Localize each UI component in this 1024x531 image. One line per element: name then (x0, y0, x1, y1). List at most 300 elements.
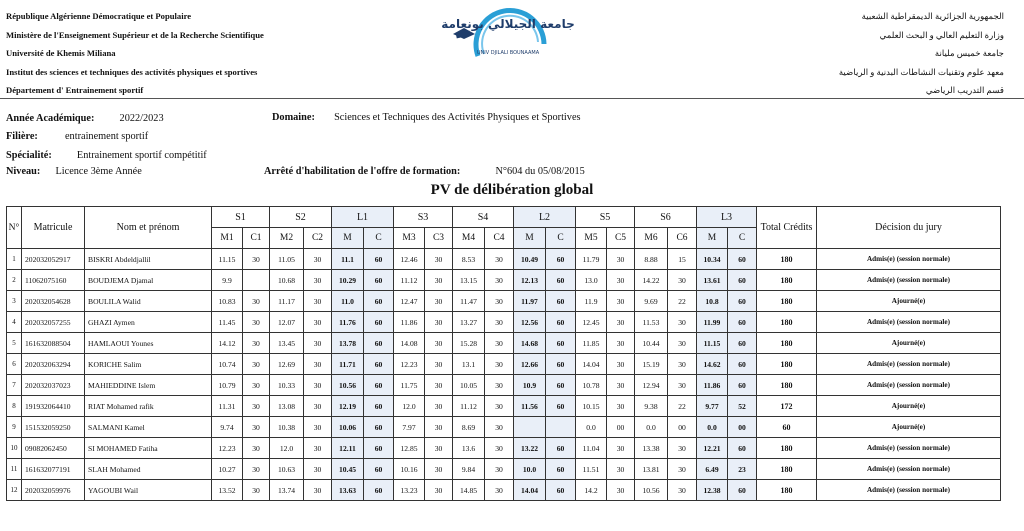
row-number: 3 (7, 291, 22, 312)
col-header-s1: S1 (212, 207, 270, 228)
row-grade-cell: 60 (364, 291, 394, 312)
row-grade-cell: 13.38 (635, 438, 668, 459)
row-grade-cell: 30 (304, 417, 332, 438)
row-decision: Admis(e) (session normale) (817, 459, 1001, 480)
row-grade-cell: 13.1 (453, 354, 485, 375)
row-grade-cell: 13.61 (697, 270, 728, 291)
row-grade-cell: 30 (425, 333, 453, 354)
annee-row (6, 113, 164, 124)
col-header-l2: L2 (514, 207, 576, 228)
row-grade-cell: 12.56 (514, 312, 546, 333)
specialite-row (6, 150, 207, 161)
arrete-value: N°604 du 05/08/2015 (495, 166, 585, 177)
row-grade-cell: 00 (607, 417, 635, 438)
row-grade-cell: 60 (546, 270, 576, 291)
row-grade-cell: 60 (364, 312, 394, 333)
row-grade-cell: 30 (668, 354, 697, 375)
row-grade-cell: 11.47 (453, 291, 485, 312)
row-total-credits: 60 (757, 417, 817, 438)
table-row (7, 291, 1001, 312)
row-grade-cell: 11.15 (212, 249, 243, 270)
row-grade-cell: 30 (485, 312, 514, 333)
row-total-credits: 180 (757, 354, 817, 375)
row-grade-cell: 60 (546, 312, 576, 333)
row-grade-cell: 11.97 (514, 291, 546, 312)
row-grade-cell: 12.21 (697, 438, 728, 459)
row-grade-cell: 30 (425, 459, 453, 480)
row-grade-cell: 60 (364, 249, 394, 270)
row-grade-cell: 11.12 (394, 270, 425, 291)
row-grade-cell: 8.53 (453, 249, 485, 270)
row-grade-cell: 0.0 (635, 417, 668, 438)
row-grade-cell: 30 (485, 480, 514, 501)
row-matricule: 161632077191 (22, 459, 85, 480)
row-grade-cell: 13.08 (270, 396, 304, 417)
row-grade-cell: 6.49 (697, 459, 728, 480)
row-grade-cell: 30 (607, 249, 635, 270)
header-right (839, 12, 1004, 105)
row-decision: Ajourné(e) (817, 333, 1001, 354)
row-grade-cell: 12.94 (635, 375, 668, 396)
col-subheader: M (514, 228, 546, 249)
row-number: 11 (7, 459, 22, 480)
row-decision: Ajourné(e) (817, 396, 1001, 417)
row-grade-cell: 30 (425, 417, 453, 438)
specialite-value: Entrainement sportif compétitif (76, 150, 207, 161)
col-header-nom: Nom et prénom (85, 207, 212, 249)
row-grade-cell: 11.12 (453, 396, 485, 417)
row-grade-cell: 0.0 (576, 417, 607, 438)
row-number: 12 (7, 480, 22, 501)
row-nom: SALMANI Kamel (85, 417, 212, 438)
row-grade-cell: 12.46 (394, 249, 425, 270)
row-matricule: 202032059976 (22, 480, 85, 501)
row-grade-cell: 30 (243, 417, 270, 438)
row-grade-cell: 13.6 (453, 438, 485, 459)
row-grade-cell: 60 (728, 291, 757, 312)
filiere-row (6, 131, 148, 142)
col-subheader: C3 (425, 228, 453, 249)
row-grade-cell: 30 (425, 396, 453, 417)
row-grade-cell: 10.56 (332, 375, 364, 396)
university-logo-graphic (441, 6, 575, 68)
row-grade-cell: 11.86 (394, 312, 425, 333)
col-subheader: C6 (668, 228, 697, 249)
row-grade-cell: 12.23 (212, 438, 243, 459)
logo-text-ar: جامعة الجيلالي بونعامة (441, 17, 575, 31)
row-grade-cell: 60 (546, 249, 576, 270)
row-grade-cell: 10.0 (514, 459, 546, 480)
row-grade-cell: 30 (304, 375, 332, 396)
row-grade-cell: 15.28 (453, 333, 485, 354)
table-row (7, 312, 1001, 333)
row-grade-cell: 10.05 (453, 375, 485, 396)
row-nom: KORICHE Salim (85, 354, 212, 375)
row-grade-cell: 14.12 (212, 333, 243, 354)
col-subheader: C (546, 228, 576, 249)
col-header-s2: S2 (270, 207, 332, 228)
row-grade-cell: 10.34 (697, 249, 728, 270)
row-grade-cell: 60 (546, 375, 576, 396)
row-number: 4 (7, 312, 22, 333)
row-grade-cell: 9.38 (635, 396, 668, 417)
row-grade-cell: 60 (728, 480, 757, 501)
col-subheader: M3 (394, 228, 425, 249)
row-matricule: 09082062450 (22, 438, 85, 459)
row-grade-cell: 0.0 (697, 417, 728, 438)
col-header-s6: S6 (635, 207, 697, 228)
row-grade-cell: 30 (485, 249, 514, 270)
table-header-row (7, 207, 1001, 228)
domaine-row (272, 112, 581, 123)
row-grade-cell: 13.78 (332, 333, 364, 354)
row-grade-cell: 30 (243, 396, 270, 417)
row-grade-cell: 8.88 (635, 249, 668, 270)
row-grade-cell: 60 (728, 354, 757, 375)
row-nom: MAHIEDDINE Islem (85, 375, 212, 396)
row-nom: BISKRI Abdeldjallil (85, 249, 212, 270)
row-grade-cell: 9.74 (212, 417, 243, 438)
row-grade-cell: 11.17 (270, 291, 304, 312)
row-grade-cell: 30 (304, 396, 332, 417)
row-grade-cell: 11.86 (697, 375, 728, 396)
header-right-line: قسم التدريب الرياضي (925, 85, 1004, 95)
row-grade-cell: 11.9 (576, 291, 607, 312)
row-grade-cell: 30 (425, 312, 453, 333)
row-grade-cell (546, 417, 576, 438)
niveau-row (6, 166, 142, 177)
row-decision: Admis(e) (session normale) (817, 375, 1001, 396)
table-row (7, 396, 1001, 417)
row-grade-cell: 13.74 (270, 480, 304, 501)
row-grade-cell: 12.11 (332, 438, 364, 459)
row-grade-cell: 12.47 (394, 291, 425, 312)
row-total-credits: 180 (757, 480, 817, 501)
row-total-credits: 180 (757, 438, 817, 459)
row-grade-cell: 30 (485, 417, 514, 438)
row-grade-cell: 12.69 (270, 354, 304, 375)
row-grade-cell: 30 (425, 438, 453, 459)
row-grade-cell: 60 (546, 396, 576, 417)
row-number: 1 (7, 249, 22, 270)
row-grade-cell: 14.68 (514, 333, 546, 354)
table-row (7, 459, 1001, 480)
row-grade-cell: 30 (304, 291, 332, 312)
row-decision: Ajourné(e) (817, 417, 1001, 438)
row-grade-cell: 30 (304, 270, 332, 291)
row-grade-cell: 11.45 (212, 312, 243, 333)
row-grade-cell: 30 (607, 396, 635, 417)
row-grade-cell: 13.81 (635, 459, 668, 480)
row-grade-cell: 60 (364, 375, 394, 396)
header-right-line: جامعة خميس مليانة (934, 48, 1004, 58)
row-grade-cell: 30 (668, 312, 697, 333)
row-decision: Admis(e) (session normale) (817, 438, 1001, 459)
col-header-l3: L3 (697, 207, 757, 228)
row-number: 7 (7, 375, 22, 396)
row-grade-cell: 10.27 (212, 459, 243, 480)
row-matricule: 151532059250 (22, 417, 85, 438)
row-grade-cell: 14.22 (635, 270, 668, 291)
row-grade-cell: 12.85 (394, 438, 425, 459)
arrete-row (264, 166, 585, 177)
filiere-label: Filière: (6, 131, 38, 142)
row-grade-cell: 10.15 (576, 396, 607, 417)
row-grade-cell: 30 (425, 270, 453, 291)
row-grade-cell: 60 (546, 480, 576, 501)
table-row (7, 375, 1001, 396)
arrete-label: Arrêté d'habilitation de l'offre de formation: (264, 166, 461, 177)
row-grade-cell: 60 (364, 417, 394, 438)
row-grade-cell: 12.38 (697, 480, 728, 501)
row-grade-cell: 9.84 (453, 459, 485, 480)
row-number: 6 (7, 354, 22, 375)
row-grade-cell: 11.31 (212, 396, 243, 417)
row-grade-cell: 30 (607, 312, 635, 333)
table-row (7, 438, 1001, 459)
row-grade-cell: 30 (304, 459, 332, 480)
row-grade-cell: 11.71 (332, 354, 364, 375)
col-subheader: M6 (635, 228, 668, 249)
row-nom: SI MOHAMED Fatiha (85, 438, 212, 459)
specialite-label: Spécialité: (6, 150, 52, 161)
row-grade-cell: 10.56 (635, 480, 668, 501)
header-left-line: Université de Khemis Miliana (6, 48, 116, 58)
row-grade-cell: 30 (607, 459, 635, 480)
row-grade-cell: 30 (607, 375, 635, 396)
row-grade-cell: 11.04 (576, 438, 607, 459)
row-grade-cell: 10.06 (332, 417, 364, 438)
row-grade-cell: 30 (668, 438, 697, 459)
row-grade-cell: 12.13 (514, 270, 546, 291)
row-grade-cell: 30 (607, 480, 635, 501)
col-header-s4: S4 (453, 207, 514, 228)
row-nom: SLAH Mohamed (85, 459, 212, 480)
row-grade-cell: 60 (364, 480, 394, 501)
row-nom: YAGOUBI Wail (85, 480, 212, 501)
row-grade-cell: 60 (364, 438, 394, 459)
row-grade-cell: 30 (243, 438, 270, 459)
header-left (6, 12, 264, 105)
row-decision: Admis(e) (session normale) (817, 312, 1001, 333)
col-subheader: M2 (270, 228, 304, 249)
table-row (7, 354, 1001, 375)
row-grade-cell (243, 270, 270, 291)
row-grade-cell: 60 (546, 291, 576, 312)
col-subheader: C1 (243, 228, 270, 249)
row-total-credits: 180 (757, 375, 817, 396)
header-divider (0, 98, 1024, 99)
domaine-label: Domaine: (272, 112, 315, 123)
row-grade-cell: 60 (364, 459, 394, 480)
row-grade-cell: 30 (425, 354, 453, 375)
header-left-line: Département d' Entrainement sportif (6, 85, 144, 95)
row-grade-cell: 60 (364, 354, 394, 375)
row-grade-cell: 11.15 (697, 333, 728, 354)
row-grade-cell: 10.78 (576, 375, 607, 396)
row-decision: Admis(e) (session normale) (817, 480, 1001, 501)
row-grade-cell: 7.97 (394, 417, 425, 438)
col-header-num: N° (7, 207, 22, 249)
row-grade-cell: 10.38 (270, 417, 304, 438)
row-grade-cell: 11.76 (332, 312, 364, 333)
col-header-total: Total Crédits (757, 207, 817, 249)
row-grade-cell: 30 (304, 249, 332, 270)
row-grade-cell: 10.29 (332, 270, 364, 291)
col-subheader: M1 (212, 228, 243, 249)
row-grade-cell: 00 (668, 417, 697, 438)
row-number: 5 (7, 333, 22, 354)
row-grade-cell (514, 417, 546, 438)
annee-label: Année Académique: (6, 113, 95, 124)
row-grade-cell: 30 (485, 270, 514, 291)
row-grade-cell: 15.19 (635, 354, 668, 375)
row-grade-cell: 30 (485, 291, 514, 312)
table-row (7, 249, 1001, 270)
row-decision: Admis(e) (session normale) (817, 354, 1001, 375)
row-grade-cell: 11.0 (332, 291, 364, 312)
row-grade-cell: 13.45 (270, 333, 304, 354)
row-decision: Admis(e) (session normale) (817, 249, 1001, 270)
row-grade-cell: 14.04 (514, 480, 546, 501)
row-grade-cell: 11.56 (514, 396, 546, 417)
row-grade-cell: 30 (243, 354, 270, 375)
header-right-line: وزارة التعليم العالي و البحث العلمي (879, 29, 1004, 40)
col-header-l1: L1 (332, 207, 394, 228)
row-grade-cell: 10.45 (332, 459, 364, 480)
row-grade-cell: 60 (546, 354, 576, 375)
row-total-credits: 180 (757, 333, 817, 354)
row-grade-cell: 30 (304, 354, 332, 375)
row-grade-cell: 14.62 (697, 354, 728, 375)
row-grade-cell: 30 (243, 480, 270, 501)
row-decision: Admis(e) (session normale) (817, 270, 1001, 291)
row-grade-cell: 30 (485, 354, 514, 375)
row-grade-cell: 11.75 (394, 375, 425, 396)
row-grade-cell: 9.9 (212, 270, 243, 291)
row-matricule: 202032037023 (22, 375, 85, 396)
row-grade-cell: 11.79 (576, 249, 607, 270)
row-grade-cell: 14.08 (394, 333, 425, 354)
table-row (7, 417, 1001, 438)
filiere-value: entrainement sportif (64, 131, 149, 142)
row-grade-cell: 14.85 (453, 480, 485, 501)
col-subheader: M (332, 228, 364, 249)
row-grade-cell: 12.07 (270, 312, 304, 333)
row-grade-cell: 60 (364, 270, 394, 291)
col-subheader: M (697, 228, 728, 249)
row-grade-cell: 13.27 (453, 312, 485, 333)
table-row (7, 270, 1001, 291)
row-grade-cell: 13.15 (453, 270, 485, 291)
row-grade-cell: 10.68 (270, 270, 304, 291)
row-grade-cell: 10.8 (697, 291, 728, 312)
row-grade-cell: 14.04 (576, 354, 607, 375)
row-number: 2 (7, 270, 22, 291)
col-subheader: C5 (607, 228, 635, 249)
row-nom: RIAT Mohamed rafik (85, 396, 212, 417)
row-grade-cell: 10.33 (270, 375, 304, 396)
annee-value: 2022/2023 (119, 113, 164, 124)
row-grade-cell: 60 (728, 312, 757, 333)
row-total-credits: 172 (757, 396, 817, 417)
row-grade-cell: 10.49 (514, 249, 546, 270)
row-grade-cell: 30 (304, 312, 332, 333)
row-grade-cell: 13.52 (212, 480, 243, 501)
row-grade-cell: 11.53 (635, 312, 668, 333)
table-row (7, 480, 1001, 501)
row-grade-cell: 11.99 (697, 312, 728, 333)
col-subheader: M5 (576, 228, 607, 249)
row-grade-cell: 11.85 (576, 333, 607, 354)
row-grade-cell: 13.22 (514, 438, 546, 459)
row-grade-cell: 60 (364, 396, 394, 417)
row-grade-cell: 14.2 (576, 480, 607, 501)
row-total-credits: 180 (757, 459, 817, 480)
header-left-line: Ministère de l'Enseignement Supérieur et de la Recherche Scientifique (6, 29, 264, 40)
row-grade-cell: 13.63 (332, 480, 364, 501)
row-grade-cell: 60 (546, 438, 576, 459)
university-logo (441, 6, 575, 68)
header-left-line: République Algérienne Démocratique et Populaire (6, 11, 192, 21)
row-grade-cell: 13.23 (394, 480, 425, 501)
row-grade-cell: 10.63 (270, 459, 304, 480)
row-grade-cell: 10.79 (212, 375, 243, 396)
table-row (7, 333, 1001, 354)
row-grade-cell: 30 (243, 249, 270, 270)
row-grade-cell: 11.51 (576, 459, 607, 480)
row-grade-cell: 60 (728, 270, 757, 291)
row-grade-cell: 13.0 (576, 270, 607, 291)
col-subheader: M4 (453, 228, 485, 249)
row-grade-cell: 22 (668, 396, 697, 417)
col-header-decision: Décision du jury (817, 207, 1001, 249)
row-total-credits: 180 (757, 291, 817, 312)
row-number: 9 (7, 417, 22, 438)
row-grade-cell: 12.19 (332, 396, 364, 417)
logo-text-lat: UNIV DJILALI BOUNAAMA (476, 50, 540, 56)
header-left-line: Institut des sciences et techniques des activités physiques et sportives (6, 66, 258, 77)
row-number: 8 (7, 396, 22, 417)
row-grade-cell: 12.45 (576, 312, 607, 333)
row-grade-cell: 12.66 (514, 354, 546, 375)
row-grade-cell: 23 (728, 459, 757, 480)
domaine-value: Sciences et Techniques des Activités Physiques et Sportives (334, 112, 581, 123)
row-grade-cell: 30 (607, 333, 635, 354)
row-grade-cell: 30 (668, 375, 697, 396)
row-grade-cell: 11.05 (270, 249, 304, 270)
row-grade-cell: 10.74 (212, 354, 243, 375)
row-grade-cell: 10.9 (514, 375, 546, 396)
row-grade-cell: 30 (425, 375, 453, 396)
row-grade-cell: 10.16 (394, 459, 425, 480)
row-grade-cell: 10.83 (212, 291, 243, 312)
col-header-s3: S3 (394, 207, 453, 228)
col-subheader: C (728, 228, 757, 249)
row-total-credits: 180 (757, 312, 817, 333)
row-grade-cell: 30 (607, 270, 635, 291)
row-grade-cell: 30 (243, 375, 270, 396)
row-grade-cell: 60 (728, 333, 757, 354)
row-grade-cell: 30 (607, 291, 635, 312)
row-grade-cell: 30 (243, 312, 270, 333)
row-nom: GHAZI Aymen (85, 312, 212, 333)
row-matricule: 191932064410 (22, 396, 85, 417)
col-subheader: C (364, 228, 394, 249)
header-right-line: الجمهورية الجزائرية الديمقراطية الشعبية (861, 11, 1004, 21)
row-grade-cell: 60 (546, 459, 576, 480)
row-grade-cell: 30 (607, 354, 635, 375)
